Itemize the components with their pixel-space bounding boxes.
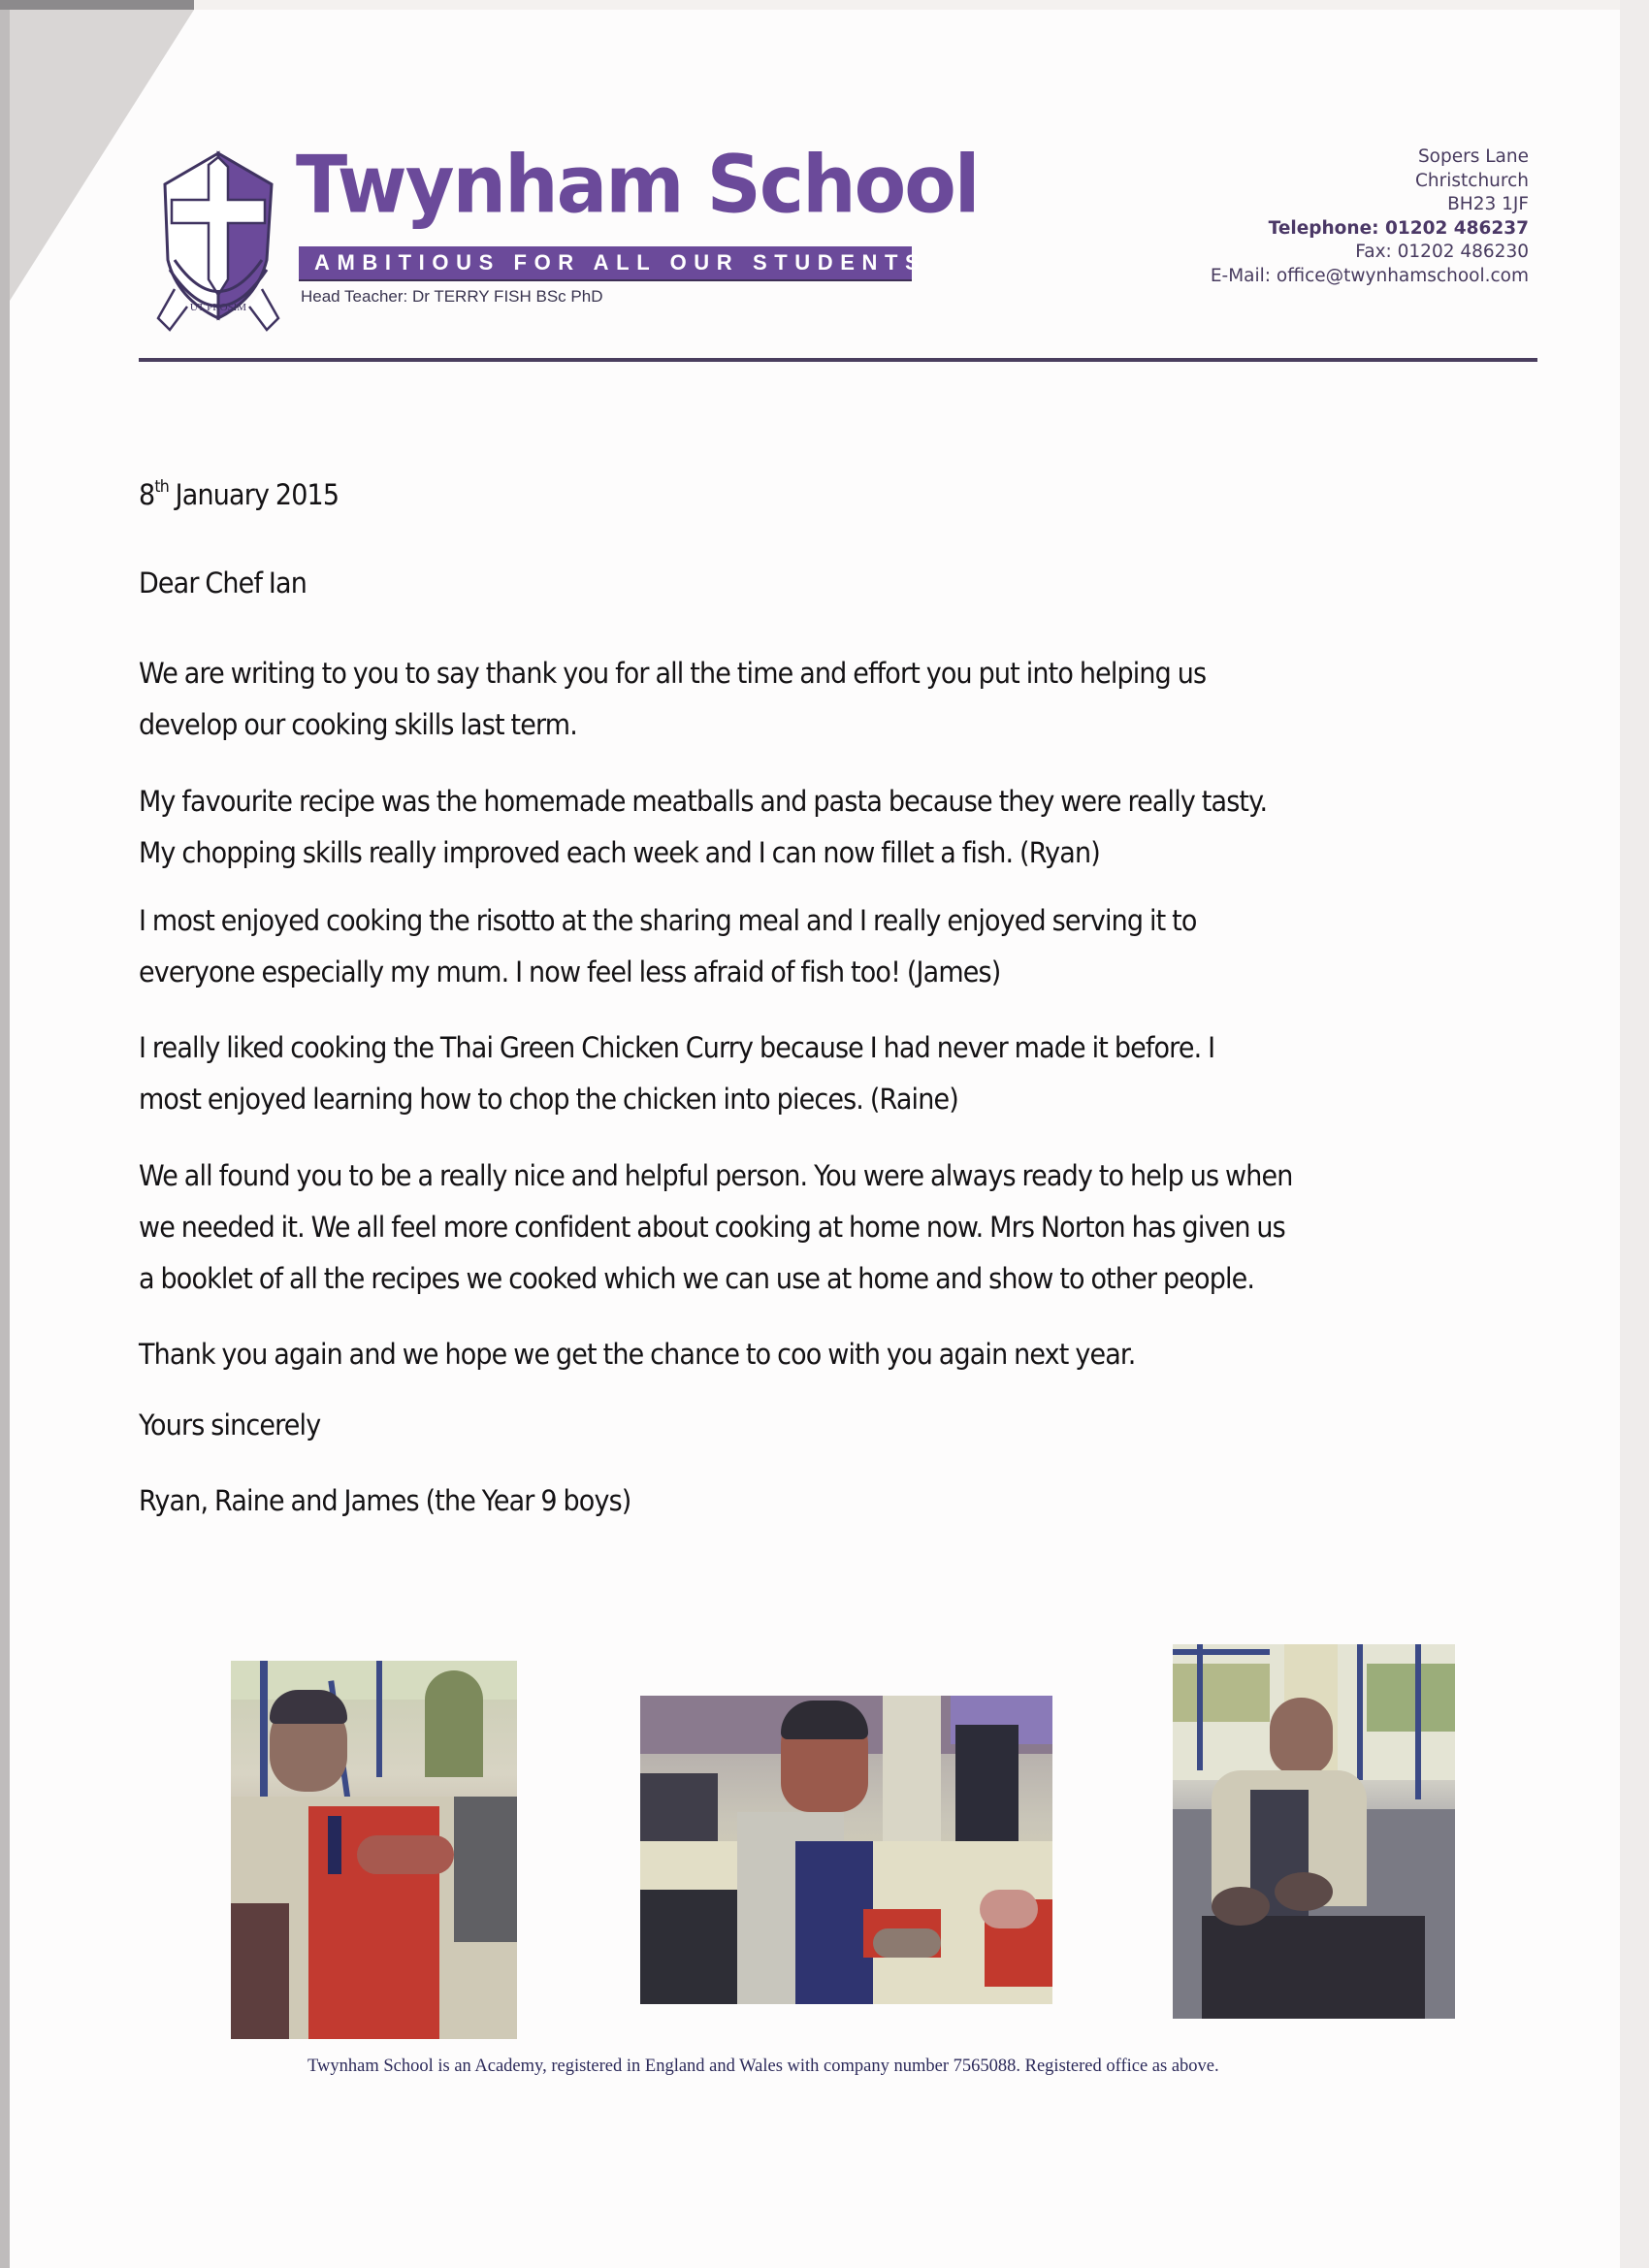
letter-date <box>139 477 339 511</box>
paragraph-james <box>139 895 1197 998</box>
scan-edge-top <box>0 0 194 10</box>
closing: Yours sincerely <box>139 1409 321 1442</box>
telephone: Telephone: 01202 486237 <box>1268 217 1529 239</box>
scan-edge-left <box>0 0 10 2268</box>
paragraph-line: we needed it. We all feel more confident about cooking at home now. Mrs Norton has given us <box>139 1211 1285 1244</box>
salutation: Dear Chef Ian <box>139 567 307 599</box>
school-name: Twynham School <box>296 139 979 232</box>
email: E-Mail: office@twynhamschool.com <box>1210 265 1529 286</box>
paragraph-line: a booklet of all the recipes we cooked which we can use at home and show to other people. <box>139 1262 1255 1295</box>
paragraph-line: We all found you to be a really nice and helpful person. You were always ready to help us when <box>139 1159 1293 1192</box>
date-rest: January 2015 <box>168 478 340 511</box>
photo-striped-apron <box>1173 1644 1455 2019</box>
paragraph-line: develop our cooking skills last term. <box>139 708 577 741</box>
company-registration-footer: Twynham School is an Academy, registered in England and Wales with company number 7565088. Registered office as above. <box>307 2057 1219 2076</box>
school-crest-icon <box>150 144 286 338</box>
head-teacher: Head Teacher: Dr TERRY FISH BSc PhD <box>301 287 603 306</box>
school-address <box>1211 146 1529 288</box>
motto-banner <box>299 246 927 281</box>
paragraph-line: I most enjoyed cooking the risotto at the sharing meal and I really enjoyed serving it to <box>139 904 1197 937</box>
paragraph-raine <box>139 1022 1214 1125</box>
paragraph-line: We are writing to you to say thank you for all the time and effort you put into helping us <box>139 657 1207 690</box>
photo-blue-apron <box>640 1696 1052 2004</box>
paragraph-all <box>139 1150 1293 1305</box>
paragraph-line: most enjoyed learning how to chop the chicken into pieces. (Raine) <box>139 1083 958 1116</box>
address-postcode: BH23 1JF <box>1447 194 1529 214</box>
signature: Ryan, Raine and James (the Year 9 boys) <box>139 1484 631 1517</box>
address-line: Sopers Lane <box>1417 146 1529 167</box>
paragraph-ryan <box>139 776 1267 879</box>
scan-edge <box>1620 0 1649 2268</box>
header-divider <box>139 358 1537 362</box>
address-line: Christchurch <box>1415 170 1529 191</box>
paragraph-line: everyone especially my mum. I now feel less afraid of fish too! (James) <box>139 956 1001 988</box>
school-motto: AMBITIOUS FOR ALL OUR STUDENTS <box>314 250 927 275</box>
fax: Fax: 01202 486230 <box>1355 242 1529 262</box>
paragraph-thanks <box>139 1329 1135 1380</box>
paragraph-line: My chopping skills really improved each week and I can now fillet a fish. (Ryan) <box>139 836 1100 869</box>
photo-red-apron <box>231 1661 517 2039</box>
paragraph-line: My favourite recipe was the homemade meatballs and pasta because they were really tasty. <box>139 785 1268 818</box>
date-day: 8 <box>139 478 155 511</box>
crest-motto: UT PROSIM <box>189 302 247 313</box>
date-suffix: th <box>154 477 169 497</box>
paragraph-line: I really liked cooking the Thai Green Chicken Curry because I had never made it before. I <box>139 1031 1215 1064</box>
paragraph-1 <box>139 648 1206 751</box>
paragraph-line: Thank you again and we hope we get the chance to coo with you again next year. <box>139 1338 1136 1371</box>
